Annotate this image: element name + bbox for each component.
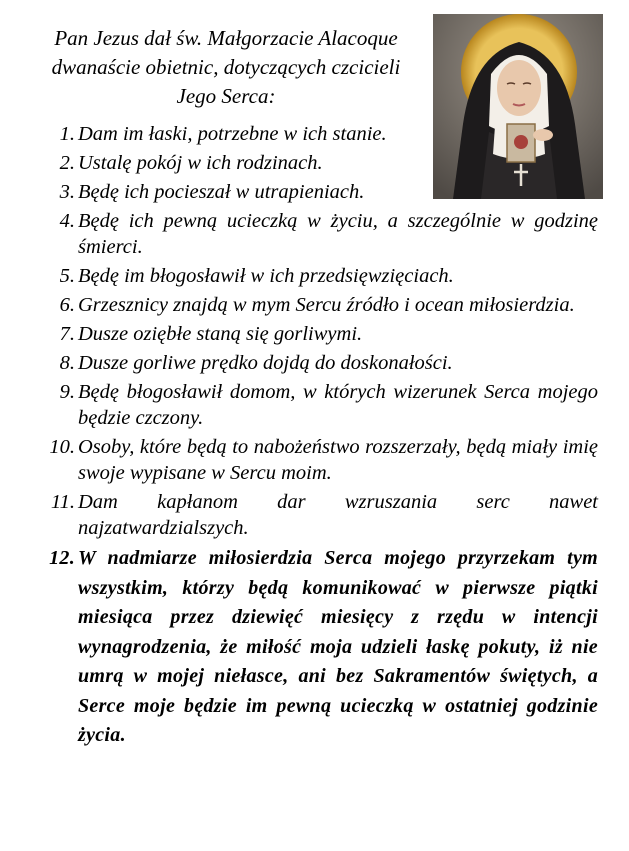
item-number: 3. [59, 181, 75, 203]
item-text: Dam im łaski, potrzebne w ich stanie. [78, 123, 387, 145]
item-number: 1. [59, 123, 75, 145]
item-number: 6. [59, 294, 75, 316]
list-item [36, 321, 598, 347]
item-text: Dam kapłanom dar wzruszania serc nawet najzatwardzialszych. [78, 491, 598, 539]
item-text: Grzesznicy znajdą w mym Sercu źródło i ocean miłosierdzia. [78, 294, 575, 316]
list-item [36, 544, 598, 751]
item-text: W nadmiarze miłosierdzia Serca mojego przyrzekam tym wszystkim, którzy będą komunikować w pierwsze piątki miesiąca przez dziewięć miesięcy z rzędu w intencji wynagrodzenia, że miłość moja udzieli łaskę pokuty, iż nie umrą w mojej niełasce, ani bez Sakramentów świętych, a Serce moje będzie im pewną ucieczką w ostatniej godzinie życia. [78, 547, 598, 746]
item-text: Dusze oziębłe staną się gorliwymi. [78, 323, 363, 345]
list-item [36, 379, 598, 431]
item-text: Będę błogosławił domom, w których wizerunek Serca mojego będzie czczony. [78, 381, 598, 429]
title-line-1: Pan Jezus dał św. Małgorzacie Alacoque [54, 26, 398, 50]
item-number: 2. [59, 152, 75, 174]
list-item [36, 292, 598, 318]
item-number: 5. [59, 265, 75, 287]
item-number: 8. [59, 352, 75, 374]
item-number: 10. [49, 436, 75, 458]
list-item [36, 263, 598, 289]
list-item [36, 434, 598, 486]
list-item [36, 121, 418, 147]
list-item [36, 150, 418, 176]
list-item [36, 208, 598, 260]
item-number: 4. [59, 210, 75, 232]
list-item [36, 179, 598, 205]
item-number: 11. [50, 491, 75, 513]
list-item [36, 350, 598, 376]
item-text: Będę im błogosławił w ich przedsięwzięciach. [78, 265, 454, 287]
item-text: Ustalę pokój w ich rodzinach. [78, 152, 323, 174]
item-text: Będę ich pewną ucieczką w życiu, a szczególnie w godzinę śmierci. [78, 210, 598, 258]
promises-list [36, 121, 598, 751]
item-text: Będę ich pocieszał w utrapieniach. [78, 181, 365, 203]
title-line-2: dwanaście obietnic, dotyczących czcicieli [51, 55, 401, 79]
title-line-3: Jego Serca: [176, 84, 276, 108]
item-number: 7. [59, 323, 75, 345]
page-title [26, 24, 426, 111]
item-number: 12. [49, 547, 75, 569]
item-text: Osoby, które będą to nabożeństwo rozszerzały, będą miały imię swoje wypisane w Sercu moim. [78, 436, 598, 484]
item-number: 9. [59, 381, 75, 403]
item-text: Dusze gorliwe prędko dojdą do doskonałości. [78, 352, 453, 374]
list-item [36, 489, 598, 541]
